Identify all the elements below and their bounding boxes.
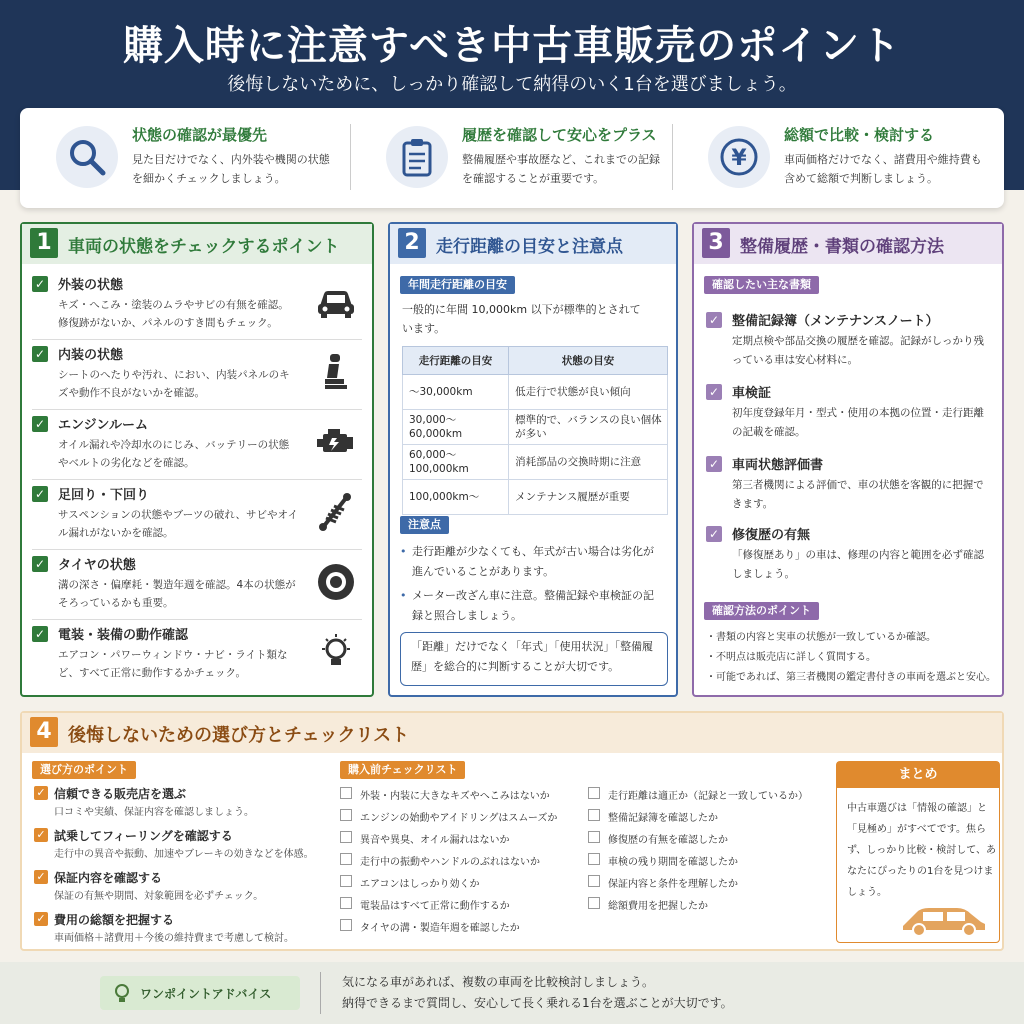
checklist-label: 整備記録簿を確認したか — [608, 813, 718, 824]
panel-title: 整備履歴・書類の確認方法 — [740, 237, 944, 257]
table-cell: 100,000km～ — [403, 480, 509, 515]
checkbox[interactable] — [588, 875, 600, 887]
advice-label: ワンポイントアドバイス — [140, 987, 272, 1001]
checkbox[interactable] — [340, 919, 352, 931]
panel-number: 3 — [702, 228, 730, 258]
mileage-intro: 一般的に年間 10,000km 以下が標準的とされています。 — [402, 303, 641, 335]
car-icon — [899, 900, 989, 938]
check-icon: ✓ — [32, 486, 48, 502]
checklist-label: 走行距離は適正か（記録と一致しているか） — [608, 791, 808, 802]
selection-text: 口コミや実績、保証内容を確認しましょう。 — [54, 807, 254, 818]
checklist-label: 外装・内装に大きなキズやへこみはないか — [360, 791, 550, 802]
table-cell: 30,000～60,000km — [403, 410, 509, 445]
selection-text: 走行中の異音や振動、加速やブレーキの効きなどを体感。 — [54, 849, 314, 860]
lightbulb-icon — [314, 632, 358, 672]
intro-heading: 履歴を確認して安心をプラス — [462, 126, 657, 144]
document-item — [706, 524, 996, 596]
panel-vehicle-condition — [20, 222, 374, 697]
note-item — [400, 542, 660, 582]
panel-number: 4 — [30, 717, 58, 747]
panel-number: 2 — [398, 228, 426, 258]
checklist-label: タイヤの溝・製造年週を確認したか — [360, 923, 520, 934]
table-cell: 消耗部品の交換時期に注意 — [509, 445, 668, 480]
checkbox[interactable] — [340, 897, 352, 909]
checklist-label: 修復歴の有無を確認したか — [608, 835, 728, 846]
document-item — [706, 382, 996, 454]
checklist-label: 総額費用を把握したか — [608, 901, 708, 912]
divider — [320, 972, 321, 1014]
checkbox[interactable] — [588, 897, 600, 909]
section-tag: 確認したい主な書類 — [704, 276, 819, 294]
section-tag: 確認方法のポイント — [704, 602, 819, 620]
document-heading: 車両状態評価書 — [732, 458, 824, 473]
advice-line: 納得できるまで質問し、安心して長く乗れる1台を選ぶことが大切です。 — [342, 996, 733, 1010]
table-cell: 標準的で、バランスの良い個体が多い — [509, 410, 668, 445]
check-text: サスペンションの状態やブーツの破れ、サビやオイル漏れがないかを確認。 — [58, 509, 298, 539]
method-item: ・可能であれば、第三者機関の鑑定書付きの車両を選ぶと安心。 — [706, 672, 996, 683]
intro-card — [20, 108, 1004, 208]
document-text: 第三者機関による評価で、車の状態を客観的に把握できます。 — [732, 479, 984, 510]
check-icon: ✓ — [34, 786, 48, 800]
method-item: ・書類の内容と実車の状態が一致しているか確認。 — [706, 632, 936, 643]
callout-box: 「距離」だけでなく「年式」「使用状況」「整備履歴」を総合的に判断することが大切です。 — [400, 632, 668, 686]
intro-text: 見た目だけでなく、内外装や機関の状態を細かくチェックしましょう。 — [132, 153, 330, 185]
panel-mileage — [388, 222, 678, 697]
section-tag: 年間走行距離の目安 — [400, 276, 515, 294]
intro-item-history — [350, 120, 668, 196]
check-item-suspension — [32, 484, 362, 550]
panel-header — [390, 224, 676, 264]
panel-header — [22, 224, 372, 264]
checkbox[interactable] — [588, 809, 600, 821]
check-icon: ✓ — [706, 312, 722, 328]
section-tag: 購入前チェックリスト — [340, 761, 465, 779]
page-title: 購入時に注意すべき中古車販売のポイント — [122, 23, 902, 69]
checkbox[interactable] — [588, 831, 600, 843]
checklist-label: 保証内容と条件を理解したか — [608, 879, 738, 890]
note-item — [400, 586, 660, 626]
document-heading: 修復歴の有無 — [732, 528, 811, 543]
selection-text: 車両価格＋諸費用＋今後の維持費まで考慮して検討。 — [54, 933, 294, 944]
page-subtitle: 後悔しないために、しっかり確認して納得のいく1台を選びましょう。 — [227, 74, 797, 95]
summary-box — [836, 761, 1000, 943]
note-text: • メーター改ざん車に注意。整備記録や車検証の記録と照合しましょう。 — [412, 589, 654, 622]
tire-icon — [314, 562, 358, 602]
intro-item-total — [672, 120, 990, 196]
checkbox[interactable] — [340, 787, 352, 799]
check-text: エアコン・パワーウィンドウ・ナビ・ライト類など、すべて正常に動作するかチェック。 — [58, 649, 288, 679]
lightbulb-icon — [112, 982, 132, 1004]
check-item-exterior — [32, 274, 362, 340]
summary-title: まとめ — [837, 762, 999, 788]
table-header: 状態の目安 — [509, 347, 668, 375]
table-row — [403, 375, 668, 410]
check-heading: エンジンルーム — [58, 418, 149, 433]
selection-heading: 保証内容を確認する — [54, 871, 163, 885]
check-icon: ✓ — [706, 526, 722, 542]
method-item: ・不明点は販売店に詳しく質問する。 — [706, 652, 876, 663]
check-text: オイル漏れや冷却水のにじみ、バッテリーの状態やベルトの劣化などを確認。 — [58, 439, 290, 469]
checkbox[interactable] — [340, 809, 352, 821]
table-cell: 低走行で状態が良い傾向 — [509, 375, 668, 410]
check-item-electrical — [32, 624, 362, 690]
selection-text: 保証の有無や期間、対象範囲を必ずチェック。 — [54, 891, 264, 902]
check-heading: 外装の状態 — [58, 278, 124, 293]
clipboard-icon — [386, 126, 448, 188]
selection-heading: 試乗してフィーリングを確認する — [54, 829, 233, 843]
intro-heading: 総額で比較・検討する — [784, 126, 935, 144]
panel-header — [22, 713, 1002, 753]
check-icon: ✓ — [34, 828, 48, 842]
advice-line: 気になる車があれば、複数の車両を比較検討しましょう。 — [342, 975, 655, 989]
engine-icon — [314, 422, 358, 462]
checklist-label: 走行中の振動やハンドルのぶれはないか — [360, 857, 540, 868]
footer-advice — [0, 962, 1024, 1024]
document-text: 「修復歴あり」の車は、修理の内容と範囲を必ず確認しましょう。 — [732, 549, 984, 580]
checkbox[interactable] — [340, 875, 352, 887]
panel-title: 車両の状態をチェックするポイント — [68, 237, 340, 257]
check-icon: ✓ — [32, 346, 48, 362]
checkbox[interactable] — [588, 853, 600, 865]
check-icon: ✓ — [32, 626, 48, 642]
checklist-label: 車検の残り期間を確認したか — [608, 857, 738, 868]
selection-heading: 信頼できる販売店を選ぶ — [54, 787, 187, 801]
advice-badge — [100, 976, 300, 1010]
section-tag: 選び方のポイント — [32, 761, 136, 779]
document-item — [706, 310, 996, 382]
check-heading: タイヤの状態 — [58, 558, 136, 573]
checklist-label: 電装品はすべて正常に動作するか — [360, 901, 510, 912]
car-icon — [314, 282, 358, 322]
check-icon: ✓ — [34, 870, 48, 884]
check-icon: ✓ — [706, 456, 722, 472]
table-cell: メンテナンス履歴が重要 — [509, 480, 668, 515]
table-cell: ～30,000km — [403, 375, 509, 410]
check-item-engine — [32, 414, 362, 480]
checklist-label: エアコンはしっかり効くか — [360, 879, 480, 890]
intro-text: 整備履歴や事故歴など、これまでの記録を確認することが重要です。 — [462, 153, 660, 185]
check-item-tire — [32, 554, 362, 620]
summary-text: 中古車選びは「情報の確認」と「見極め」がすべてです。焦らず、しっかり比較・検討して、あなたにぴったりの1台を見つけましょう。 — [847, 803, 996, 898]
document-item — [706, 454, 996, 526]
section-tag: 注意点 — [400, 516, 449, 534]
checklist-label: 異音や異臭、オイル漏れはないか — [360, 835, 510, 846]
panel-title: 後悔しないための選び方とチェックリスト — [68, 725, 410, 746]
panel-number: 1 — [30, 228, 58, 258]
check-item-interior — [32, 344, 362, 410]
document-text: 初年度登録年月・型式・使用の本拠の位置・走行距離の記載を確認。 — [732, 407, 984, 438]
table-row — [403, 410, 668, 445]
advice-text — [342, 972, 733, 1014]
check-text: キズ・へこみ・塗装のムラやサビの有無を確認。修復跡がないか、パネルのすき間もチェック。 — [58, 299, 289, 329]
panel-header — [694, 224, 1002, 264]
note-text: • 走行距離が少なくても、年式が古い場合は劣化が進んでいることがあります。 — [412, 545, 654, 578]
document-heading: 車検証 — [732, 386, 772, 401]
checklist-label: エンジンの始動やアイドリングはスムーズか — [360, 813, 558, 824]
document-text: 定期点検や部品交換の履歴を確認。記録がしっかり残っている車は安心材料に。 — [732, 335, 984, 366]
mileage-table — [402, 346, 668, 515]
panel-selection-checklist — [20, 711, 1004, 951]
intro-item-condition — [20, 120, 338, 196]
check-icon: ✓ — [706, 384, 722, 400]
check-icon: ✓ — [32, 556, 48, 572]
suspension-icon — [314, 492, 358, 532]
checkbox[interactable] — [340, 831, 352, 843]
yen-icon — [708, 126, 770, 188]
check-icon: ✓ — [34, 912, 48, 926]
intro-text: 車両価格だけでなく、諸費用や維持費も含めて総額で判断しましょう。 — [784, 153, 982, 185]
check-icon: ✓ — [32, 416, 48, 432]
check-heading: 足回り・下回り — [58, 488, 150, 503]
seat-icon — [314, 352, 358, 392]
checkbox[interactable] — [340, 853, 352, 865]
intro-heading: 状態の確認が最優先 — [132, 126, 268, 144]
selection-heading: 費用の総額を把握する — [54, 913, 175, 927]
document-heading: 整備記録簿（メンテナンスノート） — [732, 314, 939, 329]
check-text: シートのへたりや汚れ、におい、内装パネルのキズや動作不良がないかを確認。 — [58, 369, 290, 399]
panel-documents — [692, 222, 1004, 697]
svg-text:¥: ¥ — [731, 146, 747, 171]
table-row — [403, 480, 668, 515]
checkbox[interactable] — [588, 787, 600, 799]
check-heading: 内装の状態 — [58, 348, 124, 363]
panel-title: 走行距離の目安と注意点 — [436, 237, 623, 257]
check-heading: 電装・装備の動作確認 — [58, 628, 189, 643]
check-icon: ✓ — [32, 276, 48, 292]
table-row — [403, 445, 668, 480]
magnifier-icon — [56, 126, 118, 188]
table-cell: 60,000～100,000km — [403, 445, 509, 480]
table-header: 走行距離の目安 — [403, 347, 509, 375]
check-text: 溝の深さ・偏摩耗・製造年週を確認。4本の状態がそろっているかも重要。 — [58, 579, 296, 609]
